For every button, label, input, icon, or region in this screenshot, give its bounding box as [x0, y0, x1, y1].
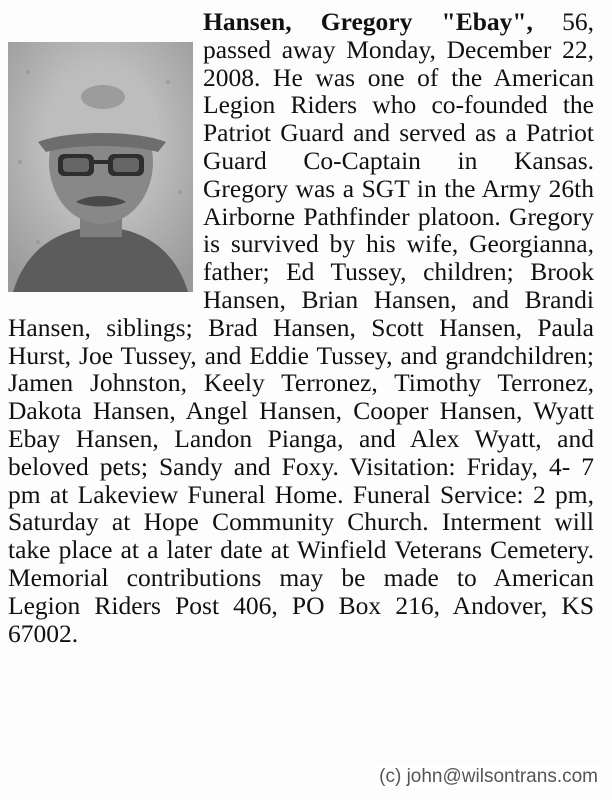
deceased-name: Hansen, Gregory "Ebay", [203, 7, 533, 36]
portrait-photo [8, 42, 193, 292]
obituary-text [8, 8, 594, 647]
copyright-watermark: (c) john@wilsontrans.com [375, 766, 602, 788]
portrait-image [8, 42, 193, 292]
obituary-body: 56, passed away Monday, December 22, 2008. He was one of the American Legion Riders who co-founded the Patriot Guard and served as a Patriot Guard Co-Captain in Kansas. Gregory was a SGT in the Army 26th Airborne Pathfinder platoon. Gregory is survived by his wife, Georgianna, father; Ed Tussey, children; Brook Hansen, Brian Hansen, and Brandi Hansen, siblings; Brad Hansen, Scott Hansen, Paula Hurst, Joe Tussey, and Eddie Tussey, and grandchildren; Jamen Johnston, Keely Terronez, Timothy Terronez, Dakota Hansen, Angel Hansen, Cooper Hansen, Wyatt Ebay Hansen, Landon Pianga, and Alex Wyatt, and beloved pets; Sandy and Foxy. Visitation: Friday, 4- 7 pm at Lakeview Funeral Home. Funeral Service: 2 pm, Saturday at Hope Community Church. Interment will take place at a later date at Winfield Veterans Cemetery. Memorial contributions may be made to American Legion Riders Post 406, PO Box 216, Andover, KS 67002. [8, 7, 594, 648]
